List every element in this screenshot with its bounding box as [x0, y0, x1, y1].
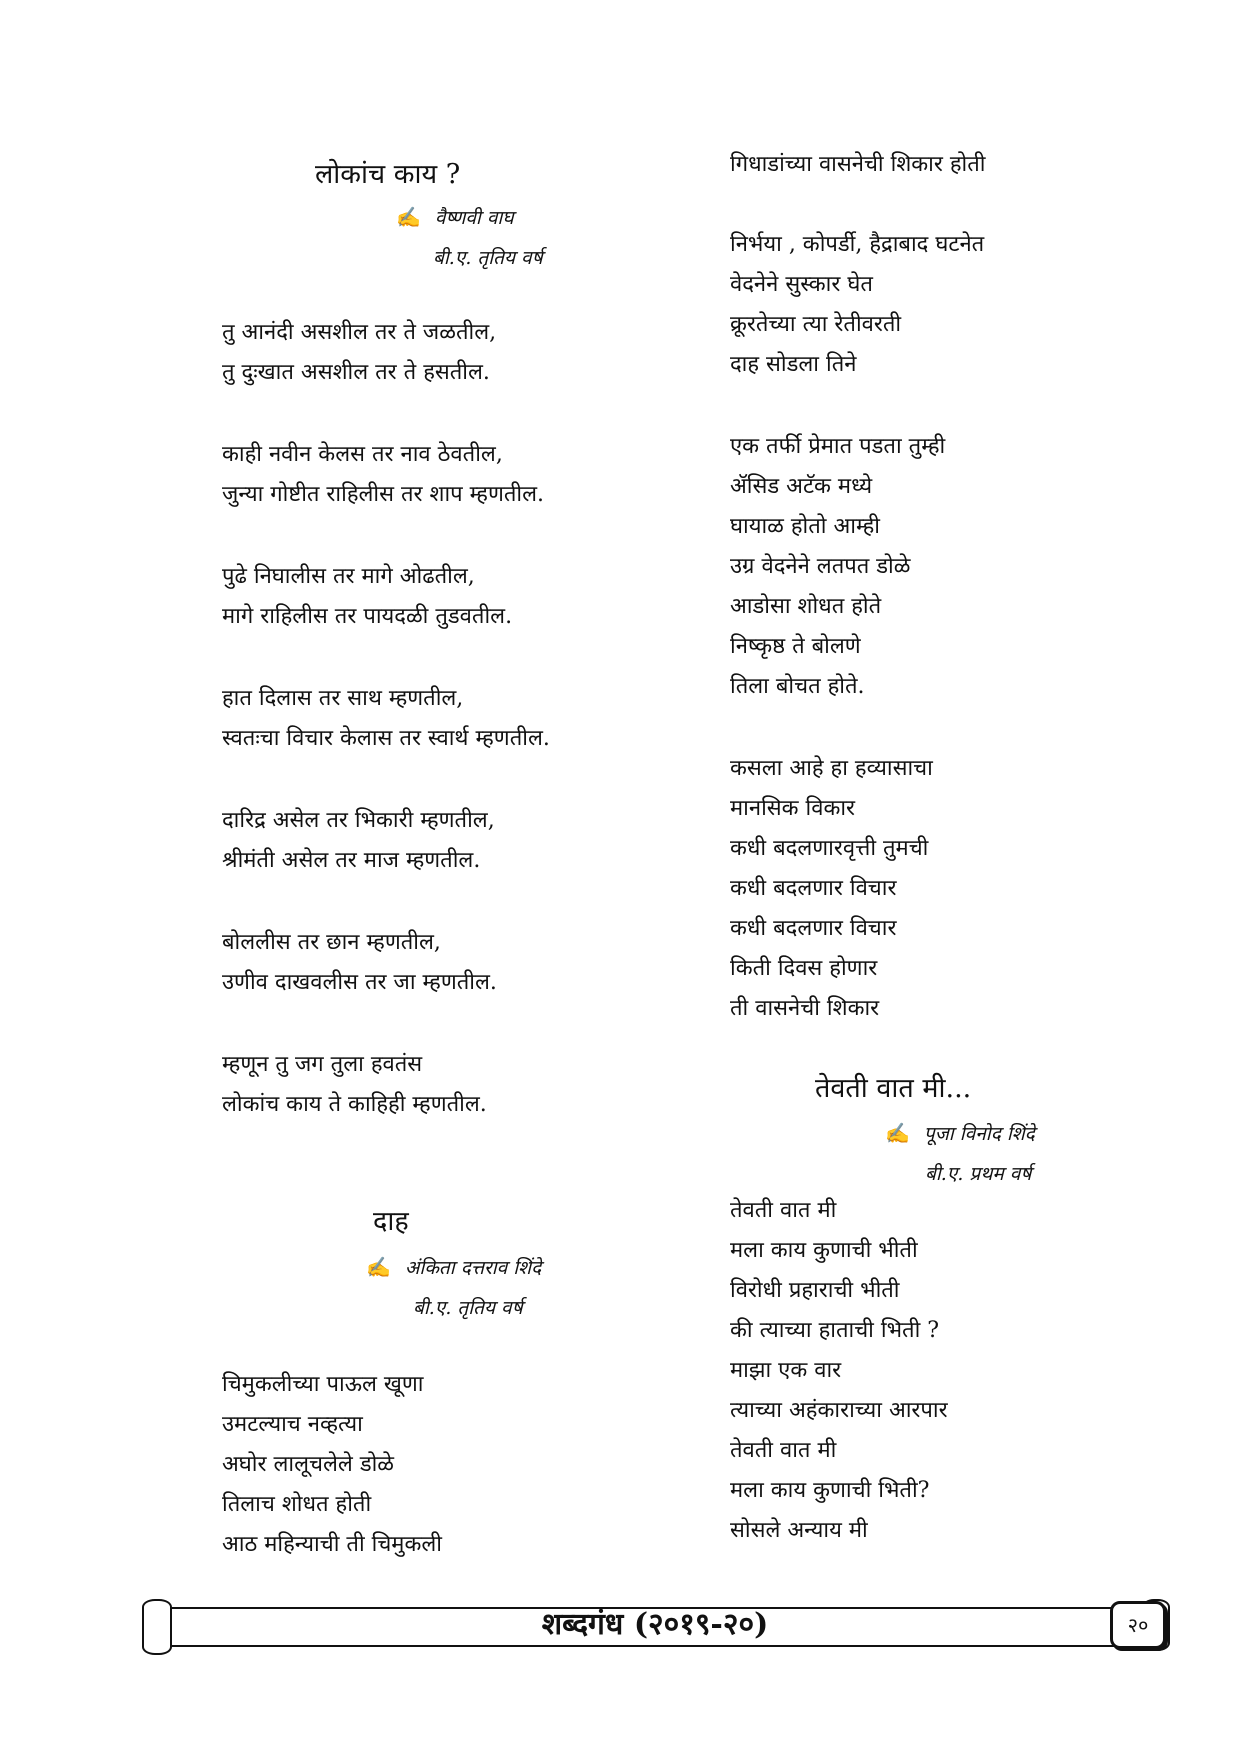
poem-line: पुढे निघालीस तर मागे ओढतील,: [222, 564, 475, 589]
footer-scroll-banner: [140, 1595, 1170, 1655]
author-class: बी.ए. तृतिय वर्ष: [413, 1297, 523, 1319]
poem-line: आठ महिन्याची ती चिमुकली: [222, 1532, 442, 1557]
pen-icon: ✍: [366, 1255, 391, 1279]
poem-title: लोकांच काय ?: [315, 159, 461, 190]
poem-line: अघोर लालूचलेले डोळे: [222, 1452, 395, 1477]
poem-line: चिमुकलीच्या पाऊल खूणा: [222, 1372, 424, 1397]
poem-line: तु दुःखात असशील तर ते हसतील.: [222, 360, 490, 385]
author-class: बी.ए. प्रथम वर्ष: [925, 1163, 1032, 1185]
poem-line: की त्याच्या हाताची भिती ?: [730, 1318, 940, 1343]
poem-line: मानसिक विकार: [730, 796, 856, 821]
poem-line: ॲसिड अटॅक मध्ये: [730, 474, 873, 499]
footer-title: शब्दगंध (२०१९-२०): [541, 1607, 769, 1642]
poem-line: माझा एक वार: [730, 1358, 842, 1383]
poem-line: घायाळ होतो आम्ही: [730, 514, 880, 539]
poem-line: म्हणून तु जग तुला हवतंस: [222, 1052, 423, 1077]
poem-line: क्रूरतेच्या त्या रेतीवरती: [730, 312, 902, 337]
poem-line: जुन्या गोष्टीत राहिलीस तर शाप म्हणतील.: [222, 482, 545, 507]
pen-icon: ✍: [885, 1121, 910, 1145]
poem-line: उणीव दाखवलीस तर जा म्हणतील.: [222, 970, 497, 995]
poem-line: निर्भया , कोपर्डी, हैद्राबाद घटनेत: [730, 232, 985, 257]
poem-line: तिला बोचत होते.: [730, 674, 865, 699]
poem-author: [396, 204, 514, 230]
poem-title: दाह: [373, 1206, 409, 1237]
poem-author: [885, 1120, 1035, 1146]
poem-line: किती दिवस होणार: [730, 956, 878, 981]
pen-icon: ✍: [396, 205, 421, 229]
poem-line: मागे राहिलीस तर पायदळी तुडवतील.: [222, 604, 513, 629]
author-name: वैष्णवी वाघ: [434, 207, 514, 229]
author-name: पूजा विनोद शिंदे: [923, 1123, 1035, 1145]
poem-line: निष्कृष्ठ ते बोलणे: [730, 634, 861, 659]
poem-line: बोललीस तर छान म्हणतील,: [222, 930, 441, 955]
poem-line: काही नवीन केलस तर नाव ठेवतील,: [222, 442, 503, 467]
poem-line: विरोधी प्रहाराची भीती: [730, 1278, 900, 1303]
poem-line: दाह सोडला तिने: [730, 352, 857, 377]
poem-line: हात दिलास तर साथ म्हणतील,: [222, 686, 464, 711]
poem-line: कधी बदलणार विचार: [730, 916, 897, 941]
poem-line: मला काय कुणाची भिती?: [730, 1478, 930, 1503]
poem-line: गिधाडांच्या वासनेची शिकार होती: [730, 152, 986, 177]
poem-line: तिलाच शोधत होती: [222, 1492, 372, 1517]
poem-line: श्रीमंती असेल तर माज म्हणतील.: [222, 848, 481, 873]
poem-line: उग्र वेदनेने लतपत डोळे: [730, 554, 911, 579]
poem-line: कधी बदलणार विचार: [730, 876, 897, 901]
author-class: बी.ए. तृतिय वर्ष: [433, 247, 543, 269]
poem-line: मला काय कुणाची भीती: [730, 1238, 918, 1263]
poem-line: एक तर्फी प्रेमात पडता तुम्ही: [730, 434, 946, 459]
poem-line: तेवती वात मी: [730, 1198, 837, 1223]
poem-author: [366, 1254, 541, 1280]
author-name: अंकिता दत्तराव शिंदे: [404, 1257, 542, 1279]
poem-line: कसला आहे हा हव्यासाचा: [730, 756, 933, 781]
poem-line: त्याच्या अहंकाराच्या आरपार: [730, 1398, 948, 1423]
poem-line: तेवती वात मी: [730, 1438, 837, 1463]
poem-line: वेदनेने सुस्कार घेत: [730, 272, 873, 297]
poem-line: आडोसा शोधत होते: [730, 594, 882, 619]
poem-line: कधी बदलणारवृत्ती तुमची: [730, 836, 929, 861]
poem-line: दारिद्र असेल तर भिकारी म्हणतील,: [222, 808, 495, 833]
poem-line: सोसले अन्याय मी: [730, 1518, 868, 1543]
poem-title: तेवती वात मी...: [815, 1073, 972, 1104]
page-number: २०: [1110, 1601, 1166, 1649]
poem-line: लोकांच काय ते काहिही म्हणतील.: [222, 1092, 487, 1117]
poem-line: तु आनंदी असशील तर ते जळतील,: [222, 320, 497, 345]
poem-line: ती वासनेची शिकार: [730, 996, 880, 1021]
poem-line: स्वतःचा विचार केलास तर स्वार्थ म्हणतील.: [222, 726, 550, 751]
poem-line: उमटल्याच नव्हत्या: [222, 1412, 363, 1437]
